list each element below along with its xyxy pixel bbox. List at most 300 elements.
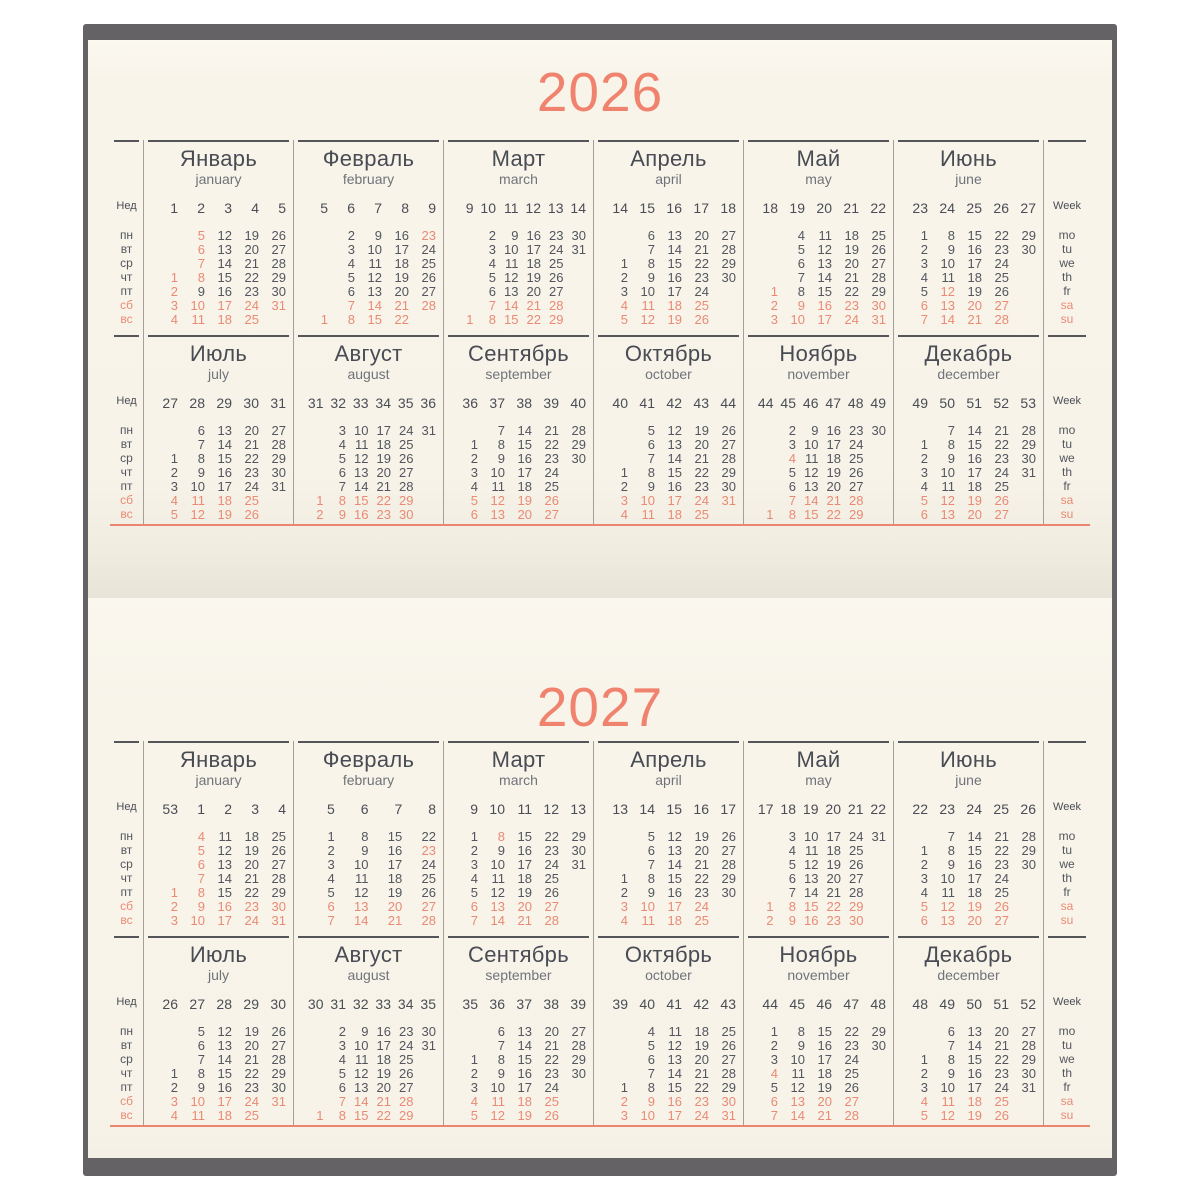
week-numbers-row <box>144 801 293 817</box>
weekday-label-th: чт <box>120 871 133 885</box>
date-cell: 24 <box>544 857 559 872</box>
week-number: 1 <box>197 801 205 817</box>
date-cell: 14 <box>490 913 505 928</box>
week-number: 37 <box>489 395 505 411</box>
day-row-th <box>294 871 443 885</box>
week-number: 9 <box>470 801 478 817</box>
day-row-sa <box>744 1094 893 1108</box>
date-cell: 2 <box>620 479 628 494</box>
date-cell: 2 <box>770 1038 778 1053</box>
weekday-label-en-we: we <box>1059 451 1075 465</box>
month-name-ru: Октябрь <box>624 341 713 366</box>
date-cell: 5 <box>920 1108 928 1123</box>
week-number: 15 <box>666 801 682 817</box>
date-cell: 16 <box>817 1038 832 1053</box>
date-cell: 10 <box>940 465 955 480</box>
date-cell <box>451 1038 478 1053</box>
month-name-ru: Сентябрь <box>468 942 569 967</box>
date-cell: 7 <box>497 1038 505 1053</box>
date-cell: 17 <box>376 423 391 438</box>
week-number: 32 <box>352 996 369 1012</box>
day-row-su <box>444 507 593 521</box>
month-june-2027 <box>893 741 1043 936</box>
date-cell: 22 <box>994 437 1009 452</box>
week-number: 28 <box>216 996 232 1012</box>
date-cell <box>301 284 328 299</box>
week-number: 29 <box>216 395 232 411</box>
week-number: 34 <box>397 996 414 1012</box>
date-cell: 18 <box>967 1094 982 1109</box>
date-cell: 4 <box>770 1066 778 1081</box>
date-cell: 10 <box>190 1094 205 1109</box>
week-numbers-row <box>144 200 293 216</box>
date-cell: 8 <box>647 256 655 271</box>
date-cell: 31 <box>421 423 436 438</box>
day-row-mo <box>144 1024 293 1038</box>
date-cell <box>451 228 474 243</box>
date-cell: 16 <box>387 843 403 858</box>
day-row-su <box>744 913 893 927</box>
date-cell: 6 <box>470 507 478 522</box>
date-cell <box>301 1038 324 1053</box>
date-cell: 16 <box>517 451 532 466</box>
date-cell <box>751 242 778 257</box>
date-cell <box>1009 493 1036 508</box>
date-cell: 12 <box>790 1080 805 1095</box>
date-cell: 8 <box>361 829 369 844</box>
date-cell: 25 <box>244 1108 259 1123</box>
date-cell: 17 <box>394 242 409 257</box>
date-cell: 20 <box>694 228 709 243</box>
day-row-mo <box>144 423 293 437</box>
date-cell <box>414 437 437 452</box>
month-february-2026 <box>293 140 443 335</box>
date-cell: 6 <box>647 228 655 243</box>
date-cell: 23 <box>244 465 259 480</box>
date-cell <box>709 284 736 299</box>
day-row-th <box>444 1066 593 1080</box>
month-name-en: january <box>195 772 242 788</box>
date-cell: 12 <box>354 1066 369 1081</box>
date-cell: 24 <box>244 298 259 313</box>
day-row-th <box>444 871 593 885</box>
date-cell: 19 <box>387 885 403 900</box>
date-cell <box>601 242 628 257</box>
date-cell: 30 <box>271 1080 286 1095</box>
day-row-mo <box>744 423 893 437</box>
week-numbers-row <box>444 996 593 1012</box>
date-cell: 16 <box>967 857 982 872</box>
date-cell: 17 <box>217 298 232 313</box>
month-december-2027 <box>893 936 1043 1125</box>
day-row-mo <box>744 829 893 843</box>
week-number: 36 <box>462 395 478 411</box>
day-row-th <box>894 871 1043 885</box>
date-cell: 3 <box>170 1094 178 1109</box>
date-cell: 28 <box>571 423 586 438</box>
day-row-th <box>144 1066 293 1080</box>
date-cell <box>601 829 628 844</box>
date-cell: 26 <box>399 1066 414 1081</box>
date-cell <box>751 493 774 508</box>
day-row-su <box>144 312 293 326</box>
day-row-mo <box>294 829 443 843</box>
month-name-en: december <box>937 366 1000 382</box>
date-cell: 16 <box>826 423 841 438</box>
date-cell: 26 <box>721 423 736 438</box>
week-number: 47 <box>825 395 841 411</box>
date-cell: 6 <box>947 1024 955 1039</box>
date-cell: 23 <box>994 857 1009 872</box>
date-cell: 27 <box>271 857 286 872</box>
date-cell <box>414 465 437 480</box>
day-row-sa <box>444 899 593 913</box>
weekday-labels-left <box>110 140 143 335</box>
date-cell <box>751 857 774 872</box>
week-number: 50 <box>966 996 982 1012</box>
date-cell: 15 <box>667 1080 682 1095</box>
date-cell: 11 <box>668 1024 682 1039</box>
date-cell: 17 <box>967 1080 982 1095</box>
week-number: 48 <box>912 996 928 1012</box>
date-cell: 4 <box>170 312 178 327</box>
date-cell <box>451 270 474 285</box>
month-august-2026 <box>293 335 443 524</box>
date-cell: 21 <box>994 1038 1009 1053</box>
weekday-label-mo: пн <box>119 228 134 242</box>
day-row-sa <box>744 493 893 507</box>
date-cell: 9 <box>374 228 382 243</box>
day-row-we <box>294 1052 443 1066</box>
date-cell <box>751 451 774 466</box>
date-cell: 11 <box>491 1094 505 1109</box>
day-row-tu <box>744 843 893 857</box>
date-cell: 14 <box>217 437 232 452</box>
date-cell: 9 <box>338 507 346 522</box>
date-cell: 18 <box>217 312 232 327</box>
date-cell: 17 <box>517 1080 532 1095</box>
day-row-mo <box>444 1024 593 1038</box>
day-row-sa <box>144 298 293 312</box>
date-cell: 21 <box>387 913 403 928</box>
date-cell: 7 <box>647 242 655 257</box>
date-cell: 3 <box>770 1052 778 1067</box>
weekday-label-en-th: th <box>1061 1066 1072 1080</box>
month-name-ru: Май <box>796 146 841 171</box>
weekday-label-en-sa: sa <box>1060 493 1074 507</box>
date-cell: 14 <box>940 312 955 327</box>
date-cell <box>709 913 736 928</box>
date-cell: 23 <box>694 270 709 285</box>
week-number: 33 <box>375 996 391 1012</box>
date-cell: 20 <box>694 437 709 452</box>
date-cell: 25 <box>544 1094 559 1109</box>
date-cell: 9 <box>497 1066 505 1081</box>
date-cell <box>559 465 586 480</box>
day-row-sa <box>294 1094 443 1108</box>
date-cell: 11 <box>941 1094 955 1109</box>
weekday-label-mo: пн <box>119 423 134 437</box>
week-number: 37 <box>516 996 532 1012</box>
week-number: 44 <box>757 395 774 411</box>
day-row-mo <box>444 228 593 242</box>
date-cell: 13 <box>490 507 505 522</box>
date-cell: 9 <box>511 228 519 243</box>
date-cell <box>151 1024 178 1039</box>
date-cell: 4 <box>647 1024 655 1039</box>
month-march-2027 <box>443 741 593 936</box>
month-name-ru: Октябрь <box>624 942 713 967</box>
date-cell: 17 <box>517 857 532 872</box>
date-cell: 24 <box>694 493 709 508</box>
date-cell: 14 <box>967 829 982 844</box>
date-cell: 7 <box>338 479 346 494</box>
date-cell: 30 <box>1021 242 1036 257</box>
date-cell: 30 <box>1021 857 1036 872</box>
date-cell: 1 <box>620 871 628 886</box>
date-cell: 20 <box>967 298 982 313</box>
date-cell: 15 <box>817 1024 832 1039</box>
day-row-mo <box>144 829 293 843</box>
date-cell: 19 <box>817 1080 832 1095</box>
week-number: 29 <box>243 996 259 1012</box>
day-row-su <box>144 1108 293 1122</box>
date-cell: 3 <box>770 312 778 327</box>
date-cell: 24 <box>994 465 1009 480</box>
month-name-en: august <box>347 967 390 983</box>
weekday-labels-right <box>1043 335 1090 524</box>
week-column-header-right: Week <box>1053 801 1081 813</box>
date-cell: 19 <box>244 1024 259 1039</box>
day-row-fr <box>744 1080 893 1094</box>
date-cell: 15 <box>967 437 982 452</box>
week-number: 5 <box>320 200 328 216</box>
weekday-label-su: вс <box>120 312 133 326</box>
date-cell <box>564 284 587 299</box>
date-cell: 5 <box>920 284 928 299</box>
day-row-we <box>744 256 893 270</box>
date-cell: 16 <box>217 899 232 914</box>
weekday-label-fr: пт <box>120 284 133 298</box>
weekday-label-en-mo: mo <box>1058 829 1076 843</box>
date-cell: 21 <box>517 913 532 928</box>
date-cell: 2 <box>170 1080 178 1095</box>
date-cell: 12 <box>804 857 819 872</box>
date-cell: 22 <box>244 451 259 466</box>
date-cell: 6 <box>788 871 796 886</box>
weekday-label-tu: вт <box>120 242 133 256</box>
date-cell <box>559 913 586 928</box>
date-cell: 14 <box>667 1066 682 1081</box>
date-cell: 1 <box>766 507 774 522</box>
date-cell: 11 <box>805 843 819 858</box>
date-cell: 31 <box>271 913 286 928</box>
date-cell: 28 <box>871 270 886 285</box>
month-name-ru: Июнь <box>939 146 998 171</box>
date-cell: 5 <box>620 312 628 327</box>
date-cell: 1 <box>170 885 178 900</box>
day-row-mo <box>294 423 443 437</box>
date-cell <box>151 242 178 257</box>
week-number: 9 <box>465 200 474 216</box>
date-cell: 31 <box>871 312 886 327</box>
date-cell: 8 <box>947 228 955 243</box>
date-cell: 14 <box>804 493 819 508</box>
day-row-sa <box>294 493 443 507</box>
day-row-su <box>594 1108 743 1122</box>
date-cell: 25 <box>244 312 259 327</box>
date-cell <box>1009 871 1036 886</box>
date-cell: 20 <box>517 507 532 522</box>
week-number: 24 <box>966 801 982 817</box>
date-cell: 1 <box>170 1066 178 1081</box>
week-number: 2 <box>197 200 205 216</box>
weekday-labels-left <box>110 335 143 524</box>
date-cell: 23 <box>244 1080 259 1095</box>
date-cell: 7 <box>197 871 205 886</box>
date-cell: 19 <box>826 465 841 480</box>
date-cell: 20 <box>826 871 841 886</box>
date-cell: 29 <box>721 256 736 271</box>
date-cell: 1 <box>320 312 328 327</box>
week-numbers-row <box>294 395 443 411</box>
date-cell: 30 <box>1021 451 1036 466</box>
date-cell: 16 <box>354 507 369 522</box>
date-cell: 19 <box>694 1038 709 1053</box>
date-cell: 5 <box>327 885 335 900</box>
date-cell: 25 <box>694 298 709 313</box>
date-cell: 13 <box>217 242 232 257</box>
date-cell: 3 <box>170 913 178 928</box>
date-cell: 27 <box>399 465 414 480</box>
date-cell: 11 <box>355 1052 369 1067</box>
date-cell: 19 <box>217 507 232 522</box>
date-cell: 5 <box>797 242 805 257</box>
date-cell: 28 <box>271 437 286 452</box>
date-cell: 21 <box>844 270 859 285</box>
week-numbers-row <box>294 200 443 216</box>
date-cell: 26 <box>544 493 559 508</box>
date-cell: 17 <box>826 829 841 844</box>
date-cell: 24 <box>844 1052 859 1067</box>
date-cell: 15 <box>504 312 519 327</box>
date-cell <box>414 479 437 494</box>
date-cell <box>601 1066 628 1081</box>
date-cell: 29 <box>271 1066 286 1081</box>
date-cell: 14 <box>517 423 532 438</box>
date-cell: 30 <box>421 1024 436 1039</box>
date-cell <box>864 465 887 480</box>
date-cell: 29 <box>871 284 886 299</box>
date-cell: 28 <box>849 493 864 508</box>
month-name-ru: Ноябрь <box>779 942 858 967</box>
date-cell: 26 <box>844 1080 859 1095</box>
week-numbers-row <box>594 996 743 1012</box>
date-cell: 11 <box>191 493 205 508</box>
date-cell: 6 <box>197 242 205 257</box>
date-cell: 30 <box>721 270 736 285</box>
date-cell: 27 <box>421 899 436 914</box>
date-cell: 25 <box>271 829 286 844</box>
date-cell: 4 <box>170 493 178 508</box>
week-number: 47 <box>843 996 859 1012</box>
date-cell: 17 <box>217 479 232 494</box>
date-cell: 6 <box>197 423 205 438</box>
day-row-mo <box>144 228 293 242</box>
date-cell: 8 <box>338 493 346 508</box>
week-number: 41 <box>666 996 682 1012</box>
date-cell: 13 <box>940 507 955 522</box>
month-name-ru: Март <box>491 146 546 171</box>
date-cell: 1 <box>466 312 474 327</box>
date-cell: 24 <box>549 242 564 257</box>
date-cell: 22 <box>244 1066 259 1081</box>
date-cell <box>1009 479 1036 494</box>
date-cell: 21 <box>694 857 709 872</box>
date-cell: 22 <box>376 1108 391 1123</box>
week-number: 30 <box>243 395 259 411</box>
date-cell: 29 <box>849 899 864 914</box>
weekday-label-en-fr: fr <box>1063 479 1071 493</box>
date-cell <box>301 270 328 285</box>
weekday-label-en-tu: tu <box>1061 843 1072 857</box>
date-cell: 7 <box>770 1108 778 1123</box>
date-cell <box>259 507 286 522</box>
day-row-tu <box>894 1038 1043 1052</box>
date-cell: 9 <box>788 913 796 928</box>
date-cell: 24 <box>421 857 436 872</box>
day-row-tu <box>894 843 1043 857</box>
week-number: 42 <box>666 395 682 411</box>
date-cell: 24 <box>694 284 709 299</box>
date-cell: 30 <box>871 1038 886 1053</box>
week-number: 25 <box>966 200 982 216</box>
date-cell <box>1009 885 1036 900</box>
week-numbers-row <box>594 200 743 216</box>
month-october-2027 <box>593 936 743 1125</box>
date-cell: 20 <box>967 913 982 928</box>
date-cell: 8 <box>788 507 796 522</box>
date-cell <box>859 1094 886 1109</box>
date-cell: 16 <box>667 270 682 285</box>
day-row-tu <box>444 437 593 451</box>
week-number: 48 <box>870 996 886 1012</box>
date-cell: 9 <box>497 451 505 466</box>
month-name-en: october <box>645 967 692 983</box>
week-number: 28 <box>189 395 205 411</box>
date-cell: 20 <box>376 1080 391 1095</box>
date-cell: 10 <box>940 256 955 271</box>
weekday-label-en-su: su <box>1060 913 1074 927</box>
date-cell: 8 <box>947 843 955 858</box>
date-cell: 4 <box>788 451 796 466</box>
date-cell: 11 <box>641 507 655 522</box>
date-cell: 11 <box>355 437 369 452</box>
date-cell: 26 <box>244 507 259 522</box>
date-cell: 18 <box>667 913 682 928</box>
day-row-sa <box>594 1094 743 1108</box>
date-cell: 19 <box>844 242 859 257</box>
week-number: 14 <box>639 801 655 817</box>
date-cell: 28 <box>721 1066 736 1081</box>
date-cell: 24 <box>544 1080 559 1095</box>
date-cell: 17 <box>817 1052 832 1067</box>
date-cell: 20 <box>244 1038 259 1053</box>
weekday-label-su: вс <box>120 913 133 927</box>
week-number: 31 <box>330 996 346 1012</box>
date-cell <box>751 465 774 480</box>
date-cell: 23 <box>844 1038 859 1053</box>
